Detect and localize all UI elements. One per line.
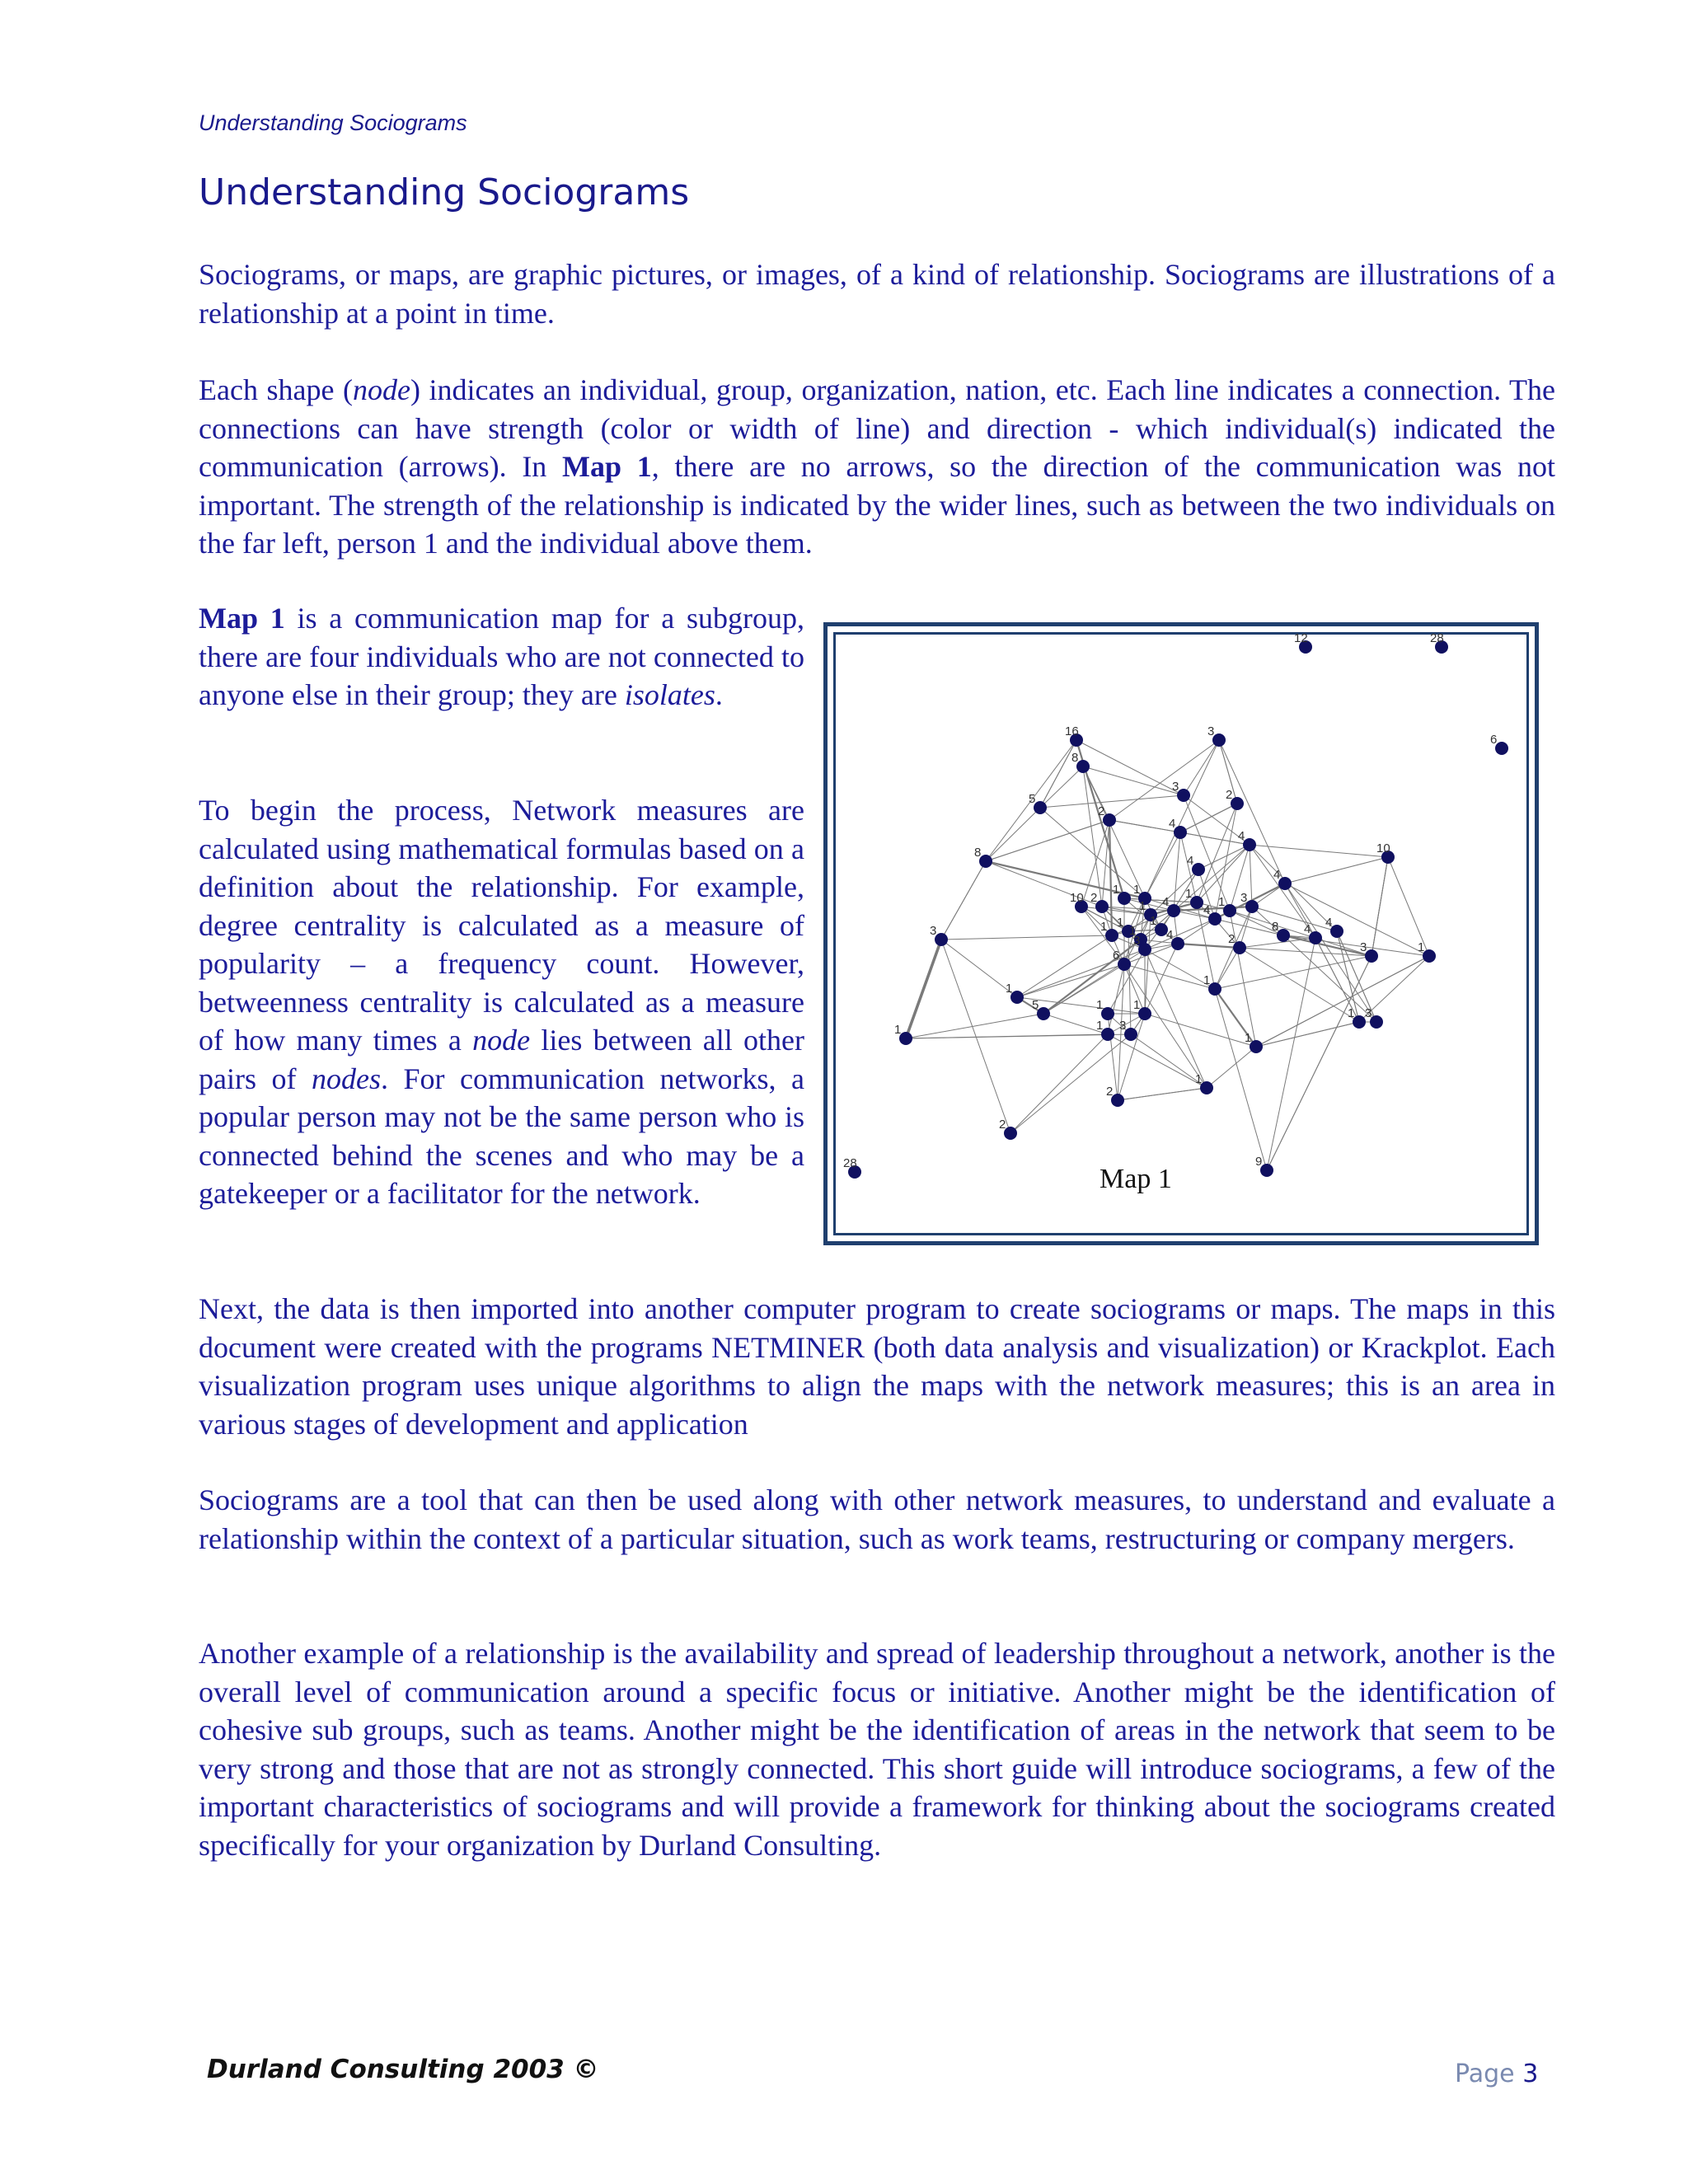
sociogram-edge xyxy=(1230,911,1256,1047)
map-reference: Map 1 xyxy=(199,602,285,635)
sociogram-edge xyxy=(1215,989,1267,1170)
paragraph-import: Next, the data is then imported into another computer program to create sociograms or maps. The maps in this document were created with the programs NETMINER (both data analysis and visualization) or Krackplot. Each visualization program uses unique algorithms to align the maps with the network measures; this is an area in various stages of development and application xyxy=(199,1292,1555,1441)
sociogram-edge xyxy=(1102,820,1109,907)
sociogram-edge xyxy=(1207,1047,1256,1088)
sociogram-edge xyxy=(1198,845,1250,869)
text-run: To begin the process, Network measures are calculated using mathematical formulas based on a definition about the relationship. For example, degree centrality is calculated as a measure of popularity – a frequency count. However, betweenness centrality is calculated as a measure of how many times a xyxy=(199,794,804,1057)
sociogram-edge xyxy=(1118,1088,1207,1100)
sociogram-node-label: 3 xyxy=(1172,780,1179,794)
sociogram-node-label: 1 xyxy=(1218,895,1226,909)
sociogram-node xyxy=(1192,863,1205,876)
sociogram-node xyxy=(1365,949,1378,963)
sociogram-node-label: 4 xyxy=(1187,854,1194,868)
sociogram-edge xyxy=(1040,808,1145,898)
sociogram-node xyxy=(1243,838,1256,851)
sociogram-edge xyxy=(1215,956,1372,989)
sociogram-node xyxy=(1245,900,1259,913)
sociogram-node xyxy=(1208,912,1221,926)
sociogram-node-label: 8 xyxy=(974,846,982,860)
sociogram-node xyxy=(1076,760,1090,773)
sociogram-node-label: 1 xyxy=(1096,998,1104,1012)
sociogram-node-label: 6 xyxy=(1490,733,1498,747)
term-node: node xyxy=(352,373,410,406)
sociogram-node xyxy=(1223,904,1236,917)
sociogram-edge-strong xyxy=(906,940,941,1038)
sociogram-node-label: 1 xyxy=(1133,998,1141,1012)
sociogram-node-label: 1 xyxy=(894,1023,902,1037)
sociogram-node-label: 1 xyxy=(1096,1019,1104,1033)
sociogram-node-label: 1 xyxy=(1185,887,1193,901)
sociogram-node xyxy=(1277,929,1290,942)
sociogram-edge xyxy=(1174,832,1180,911)
text-run: , there are no arrows, so the direction of the communication was not important. The strength of the relationship is indicated by the wider lines, such as between the two individuals on the far left, person 1 and the individual above them. xyxy=(199,450,1555,560)
page-label: Page xyxy=(1455,2060,1515,2088)
text-run: is a communication map for a subgroup, there are four individuals who are not connected to anyone else in their group; they are xyxy=(199,602,804,711)
sociogram-edge xyxy=(1010,1034,1131,1133)
sociogram-node xyxy=(1111,1094,1124,1107)
sociogram-node-label: 2 xyxy=(1228,932,1236,946)
sociogram-node xyxy=(1034,801,1047,814)
sociogram-node xyxy=(1118,958,1131,971)
sociogram-edge xyxy=(1043,940,1141,1014)
figure-caption: Map 1 xyxy=(1100,1164,1172,1194)
sociogram-edge xyxy=(1145,832,1180,898)
sociogram-node-label: 16 xyxy=(1065,724,1079,738)
footer-copyright: Durland Consulting 2003 © xyxy=(207,2055,599,2084)
sociogram-edge xyxy=(1174,907,1252,911)
term-isolates: isolates xyxy=(624,678,715,711)
sociogram-node xyxy=(1495,742,1508,755)
sociogram-node-label: 2 xyxy=(1098,804,1105,818)
sociogram-node xyxy=(1124,1028,1137,1041)
sociogram-node xyxy=(1423,949,1436,963)
sociogram-node-label: 28 xyxy=(1430,631,1444,645)
sociogram-edge xyxy=(1010,1034,1108,1133)
paragraph-map1 xyxy=(199,599,804,715)
sociogram-node-label: 1 xyxy=(1139,899,1146,913)
text-run: ) indicates an individual, group, organization, nation, etc. Each line indicates a connection. The connections can have strength (color or width of line) and direction - which individual(s) indicated the communication (arrows). In xyxy=(199,373,1555,483)
page-number: 3 xyxy=(1522,2060,1539,2088)
sociogram-node xyxy=(1353,1015,1366,1029)
sociogram-edge xyxy=(986,820,1109,861)
sociogram-node xyxy=(1231,797,1244,810)
sociogram-node-label: 2 xyxy=(1106,1085,1114,1099)
sociogram-node-label: 3 xyxy=(1133,934,1141,948)
sociogram-node xyxy=(1010,991,1024,1004)
sociogram-node-label: 1 xyxy=(1245,1031,1252,1045)
paragraph-intro: Sociograms, or maps, are graphic pictures, or images, of a kind of relationship. Sociograms are illustrations of a relationship at a point in time. xyxy=(199,258,1555,330)
page-title: Understanding Sociograms xyxy=(199,171,690,213)
sociogram-node-label: 1 xyxy=(1195,1072,1203,1086)
text-run: Each shape ( xyxy=(199,373,353,406)
sociogram-edge xyxy=(1256,956,1429,1047)
node-group xyxy=(843,631,1508,1179)
sociogram-edge xyxy=(1178,919,1215,944)
sociogram-node-label: 3 xyxy=(1119,1019,1127,1033)
sociogram-node-label: 4 xyxy=(1273,868,1281,882)
sociogram-node-label: 1 xyxy=(1203,973,1211,987)
sociogram-edge xyxy=(941,935,1112,940)
sociogram-node xyxy=(935,933,948,946)
sociogram-node xyxy=(1105,929,1118,942)
sociogram-node-label: 2 xyxy=(1090,891,1098,905)
sociogram-node-label: 10 xyxy=(1376,841,1390,855)
paragraph-tool: Sociograms are a tool that can then be used along with other network measures, to understand and evaluate a relationship within the context of a particular situation, such as work teams, restructuring or company mergers. xyxy=(199,1483,1555,1555)
sociogram-node-label: 3 xyxy=(930,924,937,938)
sociogram-node xyxy=(1174,826,1187,839)
paragraph-nodes xyxy=(199,371,1555,563)
sociogram-map xyxy=(828,626,1535,1241)
sociogram-node-label: 1 xyxy=(1133,883,1141,897)
edge-group xyxy=(906,740,1429,1170)
sociogram-figure xyxy=(823,622,1539,1245)
text-run: . xyxy=(715,678,723,711)
sociogram-node xyxy=(1233,941,1246,954)
sociogram-edge xyxy=(1267,956,1372,1170)
sociogram-edge xyxy=(1250,845,1252,907)
sociogram-node-label: 5 xyxy=(1032,998,1039,1012)
sociogram-node-label: 5 xyxy=(1029,792,1036,806)
sociogram-node-label: 1 xyxy=(1129,924,1137,938)
sociogram-edge xyxy=(1256,1022,1359,1047)
sociogram-node xyxy=(1212,733,1226,747)
sociogram-node xyxy=(1200,1081,1213,1094)
sociogram-edge xyxy=(906,1034,1131,1038)
sociogram-node-label: 1 xyxy=(1113,883,1120,897)
paragraph-measures xyxy=(199,791,804,1213)
sociogram-edge xyxy=(1083,766,1184,795)
text-run: lies between all other pairs of xyxy=(199,1024,804,1095)
sociogram-edge xyxy=(1109,740,1219,820)
sociogram-node-label: 4 xyxy=(1238,829,1245,843)
sociogram-node xyxy=(1309,931,1322,944)
sociogram-node-label: 2 xyxy=(999,1118,1006,1132)
sociogram-node-label: 3 xyxy=(1360,940,1367,954)
sociogram-node-label: 8 xyxy=(1272,920,1279,934)
sociogram-node xyxy=(1370,1015,1383,1029)
sociogram-node xyxy=(1138,1007,1151,1020)
sociogram-node-label: 2 xyxy=(1226,788,1233,802)
sociogram-node-label: 1 xyxy=(1418,940,1425,954)
sociogram-edge xyxy=(1017,935,1112,997)
sociogram-edge xyxy=(1240,948,1359,1022)
term-node: node xyxy=(472,1024,531,1057)
text-run: . For communication networks, a popular person may not be the same person who is connected behind the scenes and who may be a gatekeeper or a facilitator for the network. xyxy=(199,1062,804,1210)
sociogram-node-label: 1 xyxy=(1100,920,1108,934)
sociogram-node xyxy=(1330,925,1343,938)
sociogram-node-label: 9 xyxy=(1255,1155,1263,1169)
sociogram-node xyxy=(1208,982,1221,996)
sociogram-edge xyxy=(1145,1014,1256,1047)
sociogram-node-label: 4 xyxy=(1304,922,1311,936)
sociogram-node-label: 1 xyxy=(1117,916,1124,930)
sociogram-node-label: 4 xyxy=(1166,928,1174,942)
sociogram-node-label: 3 xyxy=(1365,1006,1372,1020)
sociogram-node xyxy=(1095,900,1109,913)
sociogram-edge xyxy=(1174,845,1250,911)
sociogram-node xyxy=(1278,877,1292,890)
sociogram-node-label: 10 xyxy=(1070,891,1084,905)
sociogram-edge xyxy=(986,808,1040,861)
sociogram-node xyxy=(1138,943,1151,956)
running-header: Understanding Sociograms xyxy=(199,110,467,135)
sociogram-node-label: 1 xyxy=(1348,1006,1355,1020)
sociogram-node-label: 4 xyxy=(1169,817,1176,831)
sociogram-node-label: 4 xyxy=(1325,916,1333,930)
sociogram-node xyxy=(1103,813,1116,827)
sociogram-node xyxy=(1250,1040,1263,1053)
sociogram-edge xyxy=(1108,1034,1207,1088)
sociogram-node-label: 28 xyxy=(843,1156,857,1170)
sociogram-edge xyxy=(1215,948,1240,989)
paragraph-examples: Another example of a relationship is the availability and spread of leadership throughout a network, another is the overall level of communication around a specific focus or initiative. Another might be the identification of cohesive sub groups, such as teams. Another might be the identification of areas in the network that seem to be very strong and those that are not as strongly connected. This short guide will introduce sociograms, a few of the important characteristics of sociograms and will provide a framework for thinking about the sociograms created specifically for your organization by Durland Consulting. xyxy=(199,1637,1555,1862)
sociogram-edge xyxy=(1372,857,1388,956)
sociogram-node-label: 1 xyxy=(1006,982,1013,996)
map-reference: Map 1 xyxy=(562,450,652,483)
sociogram-node xyxy=(1037,1007,1050,1020)
sociogram-edge xyxy=(906,1014,1043,1038)
footer-page-number xyxy=(1455,2060,1538,2088)
sociogram-node-label: 12 xyxy=(1294,631,1308,645)
sociogram-node-label: 4 xyxy=(1203,903,1211,917)
sociogram-node-label: 4 xyxy=(1162,895,1170,909)
sociogram-edge xyxy=(1197,804,1237,902)
sociogram-node xyxy=(1171,937,1184,950)
sociogram-node xyxy=(1167,904,1180,917)
sociogram-node xyxy=(1101,1007,1114,1020)
sociogram-edge xyxy=(1184,740,1219,795)
sociogram-edge xyxy=(1040,795,1184,808)
sociogram-node-label: 8 xyxy=(1071,751,1079,765)
sociogram-node xyxy=(1177,789,1190,802)
sociogram-node xyxy=(1190,896,1203,909)
sociogram-node xyxy=(1101,1028,1114,1041)
sociogram-edge xyxy=(1219,740,1285,883)
sociogram-edge xyxy=(1285,857,1388,883)
sociogram-node xyxy=(979,855,992,868)
sociogram-node-label: 6 xyxy=(1113,949,1120,963)
sociogram-node-label: 3 xyxy=(1240,891,1248,905)
sociogram-node-label: 3 xyxy=(1207,724,1215,738)
sociogram-node xyxy=(1260,1164,1273,1177)
sociogram-node xyxy=(899,1032,912,1045)
sociogram-node xyxy=(1118,892,1131,905)
term-nodes: nodes xyxy=(312,1062,382,1095)
sociogram-edge xyxy=(1040,766,1083,808)
sociogram-node-label: 1 xyxy=(1150,914,1157,928)
sociogram-edge xyxy=(941,861,986,940)
sociogram-edge xyxy=(1145,949,1207,1088)
sociogram-node xyxy=(1004,1127,1017,1140)
sociogram-edge xyxy=(1285,883,1429,956)
